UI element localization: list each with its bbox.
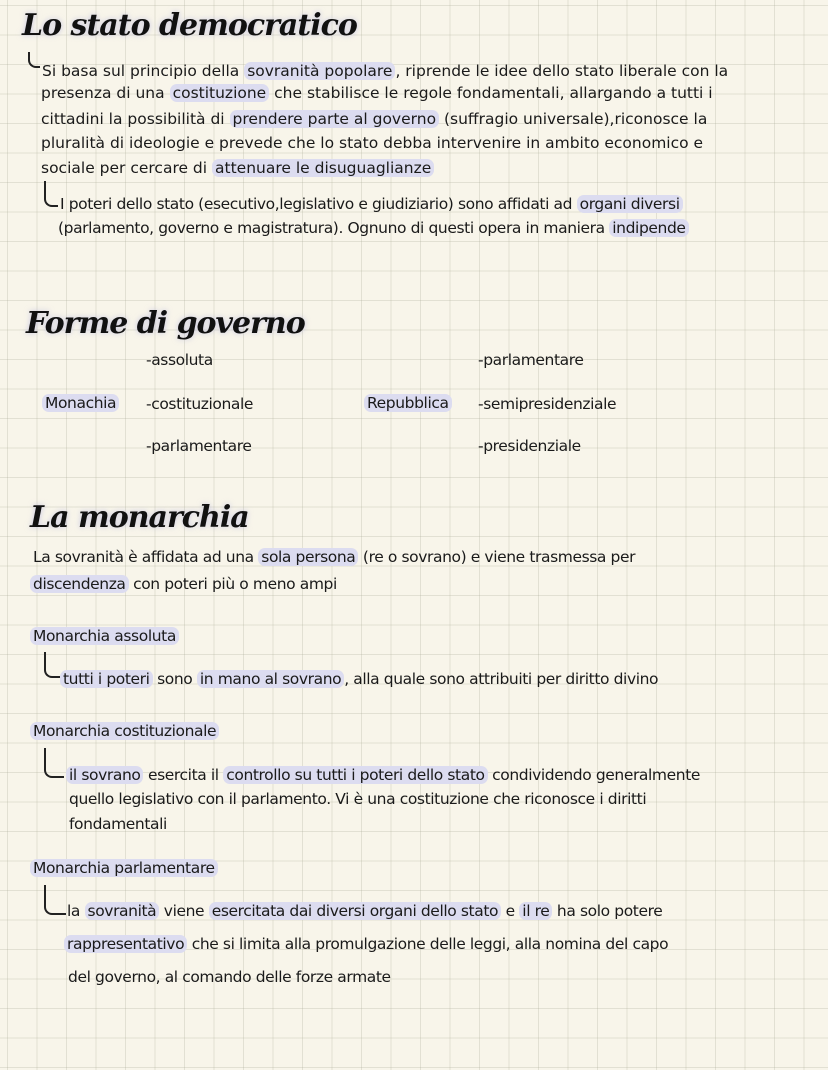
paragraph-line: [60, 670, 658, 688]
highlight: il sovrano: [66, 766, 143, 784]
brace-connector: [44, 748, 64, 778]
text: ha solo potere: [552, 902, 663, 920]
paragraph-line: pluralità di ideologie e prevede che lo stato debba intervenire in ambito economico e: [41, 134, 704, 152]
paragraph-line: [67, 902, 662, 920]
paragraph-line: del governo, al comando delle forze armate: [68, 968, 391, 986]
brace-connector: [28, 52, 40, 68]
highlight: in mano al sovrano: [197, 670, 344, 688]
repubblica-form: -presidenziale: [478, 437, 581, 455]
text: sono: [152, 670, 197, 688]
brace-connector: [44, 652, 60, 678]
paragraph-line: [33, 548, 635, 566]
text: che stabilisce le regole fondamentali, allargando a tutti i: [269, 84, 713, 102]
highlight: controllo su tutti i poteri dello stato: [223, 766, 487, 784]
title-stato-democratico: Lo stato democratico: [22, 8, 357, 43]
highlight: tutti i poteri: [60, 670, 153, 688]
paragraph-line: quello legislativo con il parlamento. Vi è una costituzione che riconosce i diritti: [69, 790, 647, 808]
text: sociale per cercare di: [41, 159, 213, 177]
brace-connector: [44, 181, 58, 207]
repubblica-form: -parlamentare: [478, 351, 584, 369]
text: Si basa sul principio della: [42, 62, 245, 80]
paragraph-line: [41, 107, 707, 131]
text: (re o sovrano) e viene trasmessa per: [358, 548, 636, 566]
repubblica-form: -semipresidenziale: [478, 395, 617, 413]
text: (parlamento, governo e magistratura). Ognuno di questi opera in maniera: [58, 219, 610, 237]
text: con poteri più o meno ampi: [128, 575, 337, 593]
highlight: sola persona: [258, 548, 358, 566]
brace-connector: [44, 885, 66, 915]
text: , alla quale sono attribuiti per diritto divino: [344, 670, 659, 688]
highlight: costituzione: [170, 84, 270, 102]
title-forme-di-governo: Forme di governo: [26, 306, 305, 341]
paragraph-line: [30, 575, 337, 593]
monarchia-form: -assoluta: [146, 351, 213, 369]
text: che si limita alla promulgazione delle leggi, alla nomina del capo: [187, 935, 669, 953]
highlight: esercitata dai diversi organi dello stato: [209, 902, 501, 920]
text: La sovranità è affidata ad una: [33, 548, 259, 566]
paragraph-line: [41, 81, 713, 105]
subheading-monarchia-parlamentare: Monarchia parlamentare: [30, 859, 218, 877]
text: presenza di una: [41, 84, 170, 102]
monarchia-label: Monachia: [42, 394, 119, 412]
title-la-monarchia: La monarchia: [30, 500, 249, 535]
paragraph-line: fondamentali: [69, 815, 167, 833]
monarchia-form: -costituzionale: [146, 395, 254, 413]
text: , riprende le idee dello stato liberale con la: [395, 62, 729, 80]
text: la: [67, 902, 85, 920]
text: cittadini la possibilità di: [41, 110, 230, 128]
highlight: rappresentativo: [64, 935, 187, 953]
highlight: prendere parte al governo: [230, 110, 440, 128]
repubblica-label: Repubblica: [364, 394, 452, 412]
highlight: sovranità: [85, 902, 160, 920]
paragraph-line: [64, 935, 668, 953]
text: esercita il: [143, 766, 224, 784]
text: condividendo generalmente: [487, 766, 701, 784]
paragraph-line: [66, 766, 700, 784]
highlight: il re: [519, 902, 552, 920]
highlight: discendenza: [30, 575, 129, 593]
subheading-monarchia-costituzionale: Monarchia costituzionale: [30, 722, 219, 740]
text: (suffragio universale),riconosce la: [439, 110, 708, 128]
text: I poteri dello stato (esecutivo,legislativo e giudiziario) sono affidati ad: [60, 195, 577, 213]
subheading-monarchia-assoluta: Monarchia assoluta: [30, 627, 179, 645]
paragraph-line: [41, 156, 434, 180]
text: viene: [159, 902, 209, 920]
monarchia-form: -parlamentare: [146, 437, 252, 455]
paragraph-line: [60, 195, 683, 213]
highlight: indipende: [609, 219, 688, 237]
text: e: [501, 902, 520, 920]
paragraph-line: [58, 219, 689, 237]
highlight: sovranità popolare: [244, 62, 395, 80]
highlight: attenuare le disuguaglianze: [212, 159, 434, 177]
paragraph-line: [42, 59, 728, 83]
highlight: organi diversi: [577, 195, 683, 213]
